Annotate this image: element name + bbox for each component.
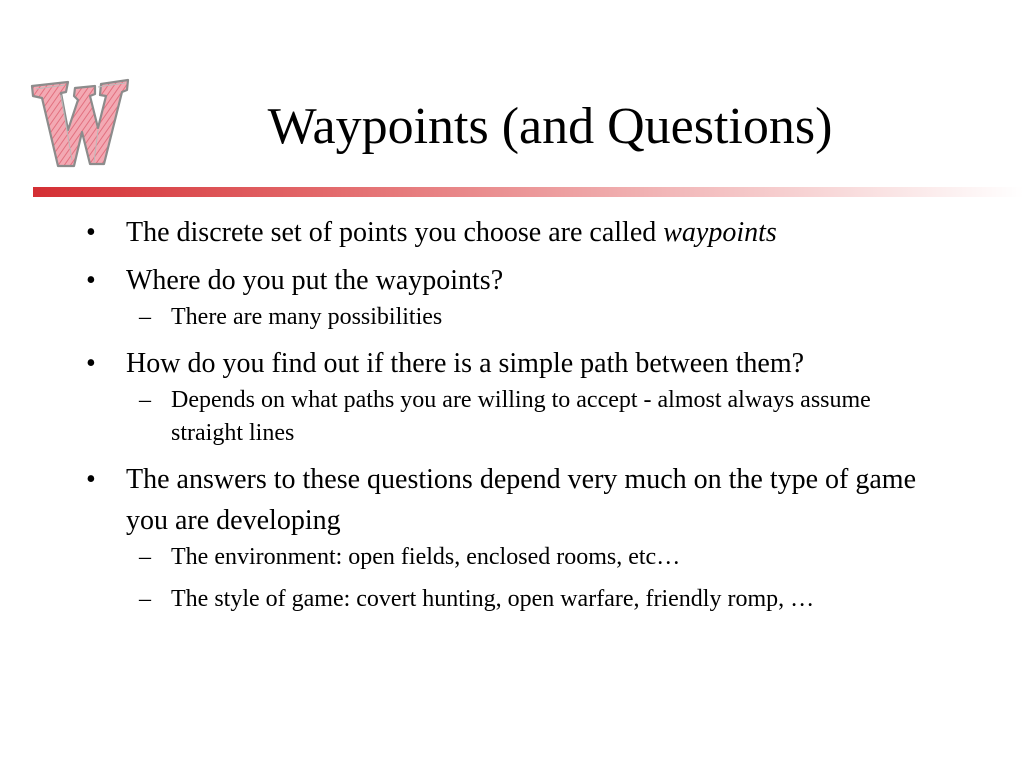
bullet-text: The answers to these questions depend very much on the type of game you are developing [126, 464, 917, 536]
sub-bullet-text: Depends on what paths you are willing to accept - almost always assume straight lines [171, 387, 871, 446]
bullet-item [0, 212, 1024, 253]
bullet-mark: • [86, 348, 96, 379]
slide-title: Waypoints (and Questions) [267, 98, 833, 155]
sub-bullet-item [0, 583, 1024, 616]
bullet-mark: • [86, 265, 96, 296]
bullet-mark: • [86, 217, 96, 248]
bullet-list [0, 212, 1024, 616]
sub-bullet-mark: – [139, 586, 151, 612]
bullet-text: The discrete set of points you choose are called [126, 217, 664, 248]
sub-bullet-text: The style of game: covert hunting, open warfare, friendly romp, … [171, 586, 815, 612]
sub-bullet-mark: – [139, 304, 151, 330]
bullet-text: Where do you put the waypoints? [126, 265, 504, 296]
bullet-emphasis: waypoints [663, 217, 777, 248]
sub-bullet-mark: – [139, 544, 151, 570]
sub-bullet-text: There are many possibilities [171, 304, 443, 330]
sub-bullet-item [0, 384, 1024, 450]
university-w-logo-icon [28, 68, 132, 172]
bullet-item [0, 260, 1024, 301]
bullet-item [0, 343, 1024, 384]
bullet-mark: • [86, 464, 96, 495]
bullet-text: How do you find out if there is a simple path between them? [126, 348, 805, 379]
sub-bullet-item [0, 541, 1024, 574]
sub-bullet-mark: – [139, 387, 151, 413]
title-rule [33, 187, 1024, 197]
bullet-item [0, 459, 1024, 541]
sub-bullet-text: The environment: open fields, enclosed rooms, etc… [171, 544, 681, 570]
sub-bullet-item [0, 301, 1024, 334]
